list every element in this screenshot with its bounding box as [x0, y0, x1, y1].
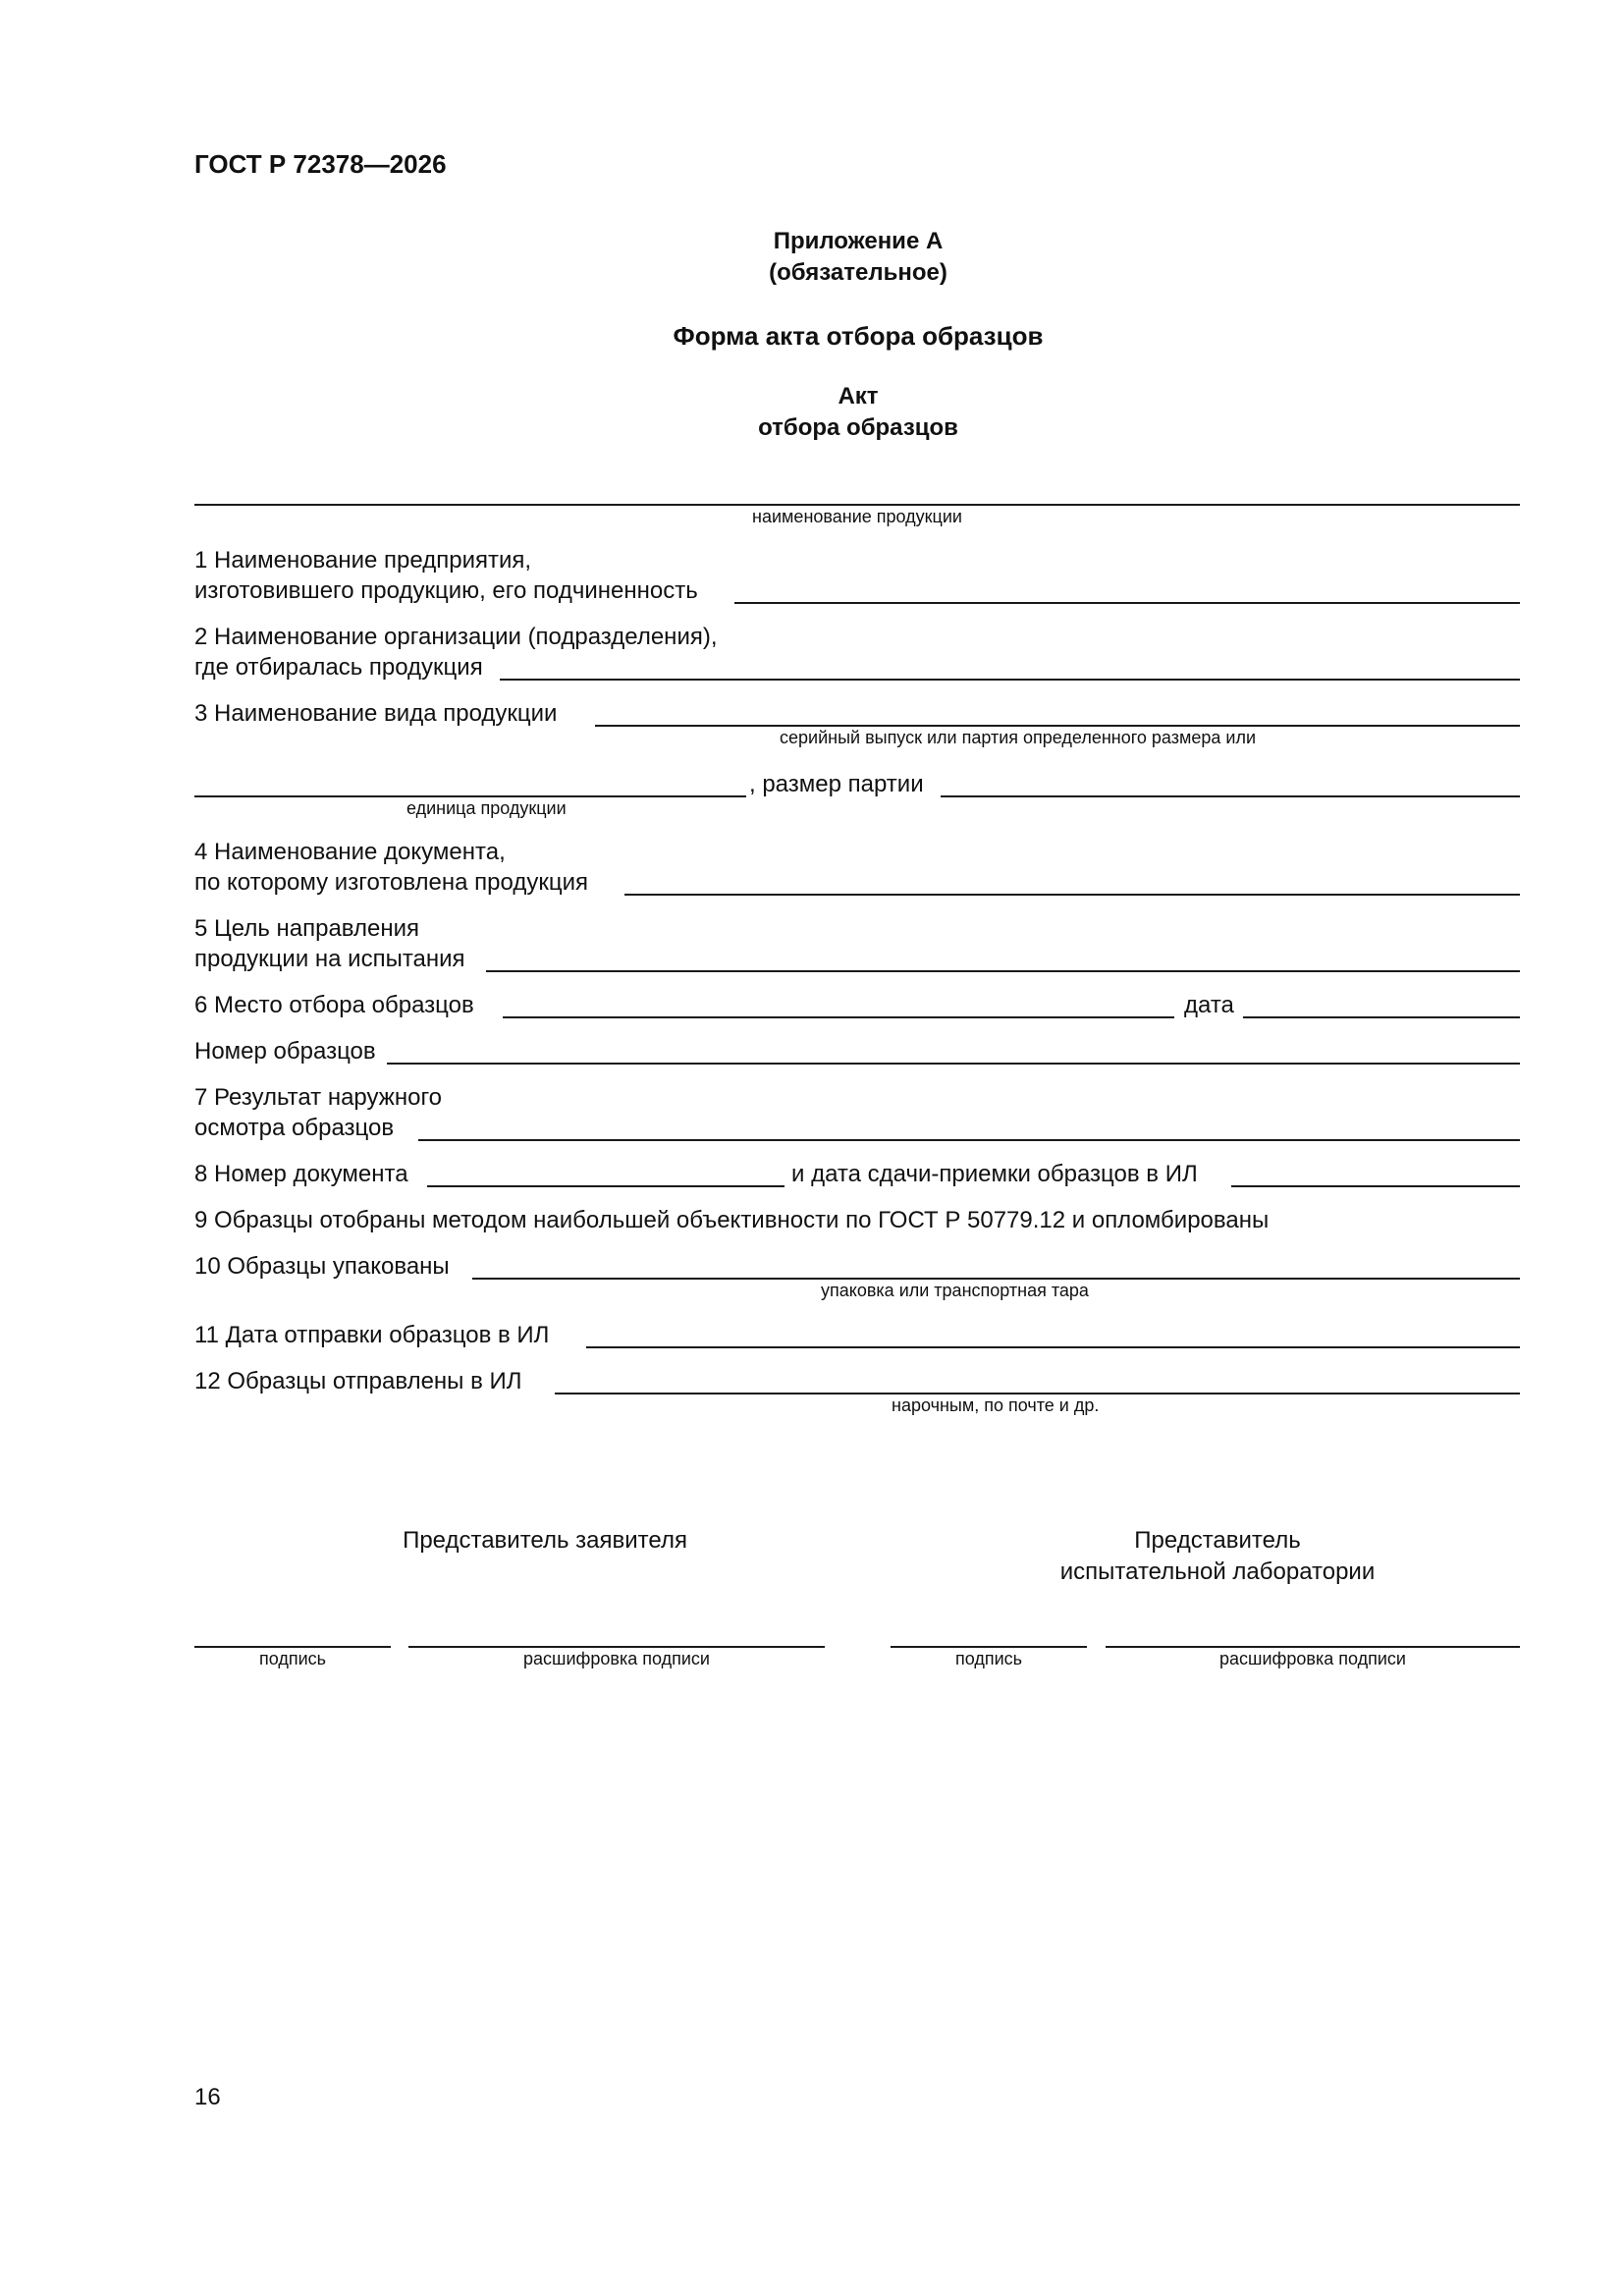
- item5-label-line1: 5 Цель направления: [194, 915, 419, 942]
- sample-number-label: Номер образцов: [194, 1038, 376, 1065]
- item7-label-line1: 7 Результат наружного: [194, 1084, 443, 1111]
- item11-label: 11 Дата отправки образцов в ИЛ: [194, 1322, 550, 1348]
- item3-label: 3 Наименование вида продукции: [194, 700, 558, 727]
- applicant-signature-field[interactable]: [194, 1646, 391, 1648]
- lab-signature-field[interactable]: [891, 1646, 1087, 1648]
- form-title: Форма акта отбора образцов: [673, 321, 1044, 351]
- lab-representative-title-line2: испытательной лаборатории: [1059, 1558, 1376, 1585]
- item1-label-line2: изготовившего продукцию, его подчиненность: [194, 577, 698, 604]
- sample-number-field[interactable]: [387, 1063, 1520, 1065]
- lot-size-field[interactable]: [941, 795, 1520, 797]
- item10-label: 10 Образцы упакованы: [194, 1253, 450, 1280]
- lab-signature-caption: подпись: [954, 1649, 1023, 1668]
- lot-size-label: , размер партии: [749, 771, 924, 797]
- page-number: 16: [194, 2084, 221, 2110]
- item10-field[interactable]: [472, 1278, 1520, 1280]
- applicant-decoding-field[interactable]: [408, 1646, 825, 1648]
- unit-caption: единица продукции: [406, 798, 567, 818]
- item2-label-line2: где отбиралась продукция: [194, 654, 483, 681]
- item2-label-line1: 2 Наименование организации (подразделения),: [194, 624, 718, 650]
- lab-representative-title-line1: Представитель: [1134, 1527, 1301, 1554]
- item12-caption: нарочным, по почте и др.: [892, 1395, 1100, 1415]
- act-title: Акт: [838, 383, 879, 410]
- item12-label: 12 Образцы отправлены в ИЛ: [194, 1368, 522, 1394]
- item2-field[interactable]: [500, 679, 1520, 681]
- document-code: ГОСТ Р 72378—2026: [194, 149, 447, 179]
- lab-decoding-field[interactable]: [1106, 1646, 1520, 1648]
- item10-caption: упаковка или транспортная тара: [821, 1281, 1089, 1300]
- item9-text: 9 Образцы отобраны методом наибольшей объективности по ГОСТ Р 50779.12 и опломбированы: [194, 1207, 1270, 1233]
- appendix-status: (обязательное): [769, 259, 947, 286]
- item3-unit-field[interactable]: [194, 795, 746, 797]
- item5-label-line2: продукции на испытания: [194, 946, 465, 972]
- lab-decoding-caption: расшифровка подписи: [1219, 1649, 1406, 1668]
- appendix-title: Приложение А: [773, 228, 944, 254]
- item6-date-field[interactable]: [1243, 1016, 1520, 1018]
- product-name-field[interactable]: [194, 504, 1520, 506]
- item1-field[interactable]: [734, 602, 1520, 604]
- item12-field[interactable]: [555, 1393, 1520, 1394]
- applicant-representative-title: Представитель заявителя: [403, 1527, 687, 1554]
- item8-label: 8 Номер документа: [194, 1161, 408, 1187]
- item6-label: 6 Место отбора образцов: [194, 992, 474, 1018]
- product-name-caption: наименование продукции: [752, 507, 962, 526]
- item8-mid-label: и дата сдачи-приемки образцов в ИЛ: [791, 1161, 1198, 1187]
- item6-date-label: дата: [1184, 992, 1234, 1018]
- item5-field[interactable]: [486, 970, 1520, 972]
- item7-field[interactable]: [418, 1139, 1520, 1141]
- item8-number-field[interactable]: [427, 1185, 784, 1187]
- item7-label-line2: осмотра образцов: [194, 1115, 395, 1141]
- act-subtitle: отбора образцов: [758, 414, 958, 441]
- item1-label-line1: 1 Наименование предприятия,: [194, 547, 532, 574]
- item8-date-field[interactable]: [1231, 1185, 1520, 1187]
- applicant-decoding-caption: расшифровка подписи: [523, 1649, 710, 1668]
- item3-field[interactable]: [595, 725, 1520, 727]
- item4-label-line1: 4 Наименование документа,: [194, 839, 506, 865]
- applicant-signature-caption: подпись: [258, 1649, 327, 1668]
- item3-caption: серийный выпуск или партия определенного размера или: [780, 728, 1256, 747]
- item11-field[interactable]: [586, 1346, 1520, 1348]
- item6-place-field[interactable]: [503, 1016, 1174, 1018]
- item4-label-line2: по которому изготовлена продукция: [194, 869, 588, 896]
- item4-field[interactable]: [624, 894, 1520, 896]
